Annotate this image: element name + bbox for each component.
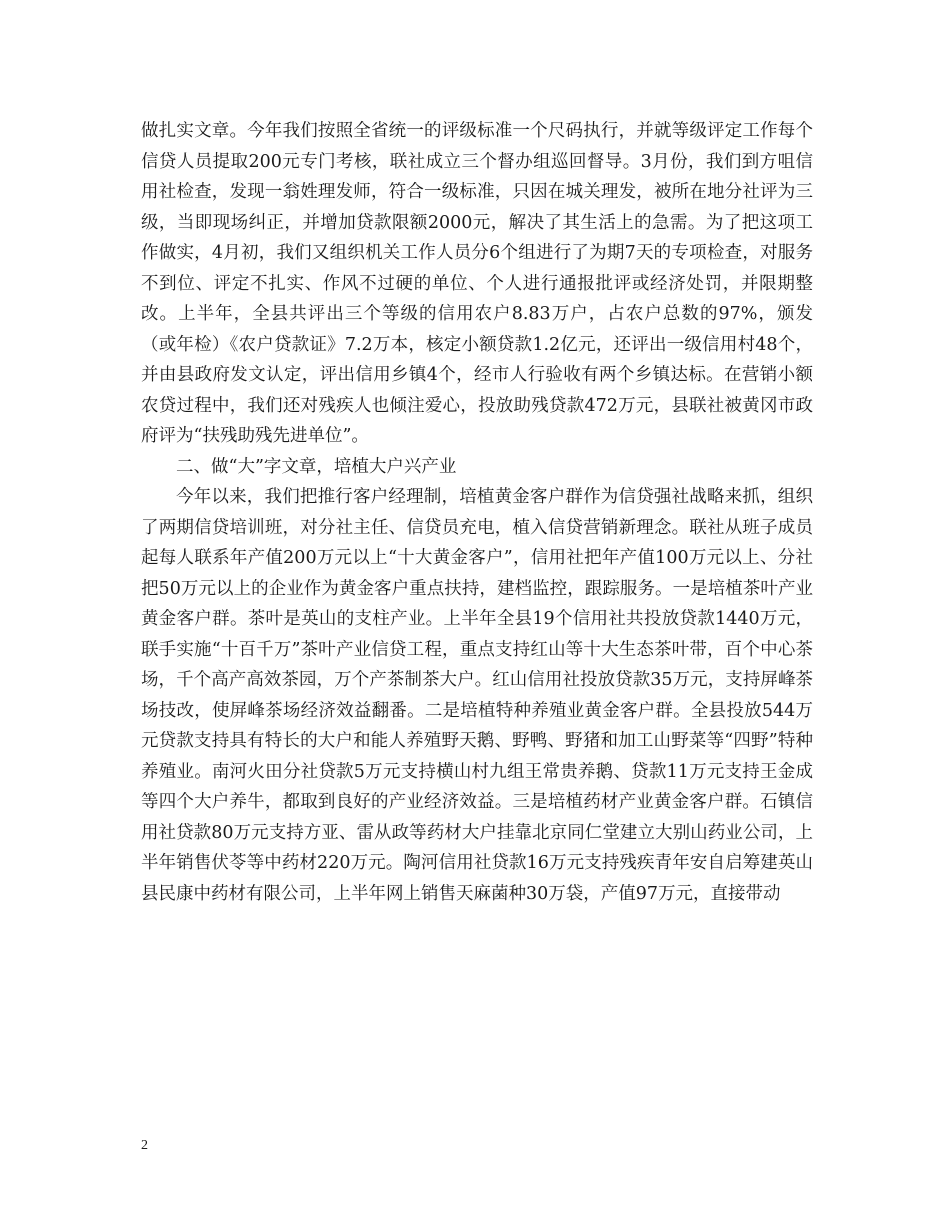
- document-body: [141, 116, 813, 909]
- page-number: 2: [141, 1138, 148, 1153]
- body-paragraph-1: 做扎实文章。今年我们按照全省统一的评级标准一个尺码执行，并就等级评定工作每个信贷人员提取200元专门考核，联社成立三个督办组巡回督导。3月份，我们到方咀信用社检查，发现一翁姓理发师，符合一级标准，只因在城关理发，被所在地分社评为三级，当即现场纠正，并增加贷款限额2000元，解决了其生活上的急需。为了把这项工作做实，4月初，我们又组织机关工作人员分6个组进行了为期7天的专项检查，对服务不到位、评定不扎实、作风不过硬的单位、个人进行通报批评或经济处罚，并限期整改。上半年，全县共评出三个等级的信用农户8.83万户，占农户总数的97%，颁发（或年检）《农户贷款证》7.2万本，核定小额贷款1.2亿元，还评出一级信用村48个，并由县政府发文认定，评出信用乡镇4个，经市人行验收有两个乡镇达标。在营销小额农贷过程中，我们还对残疾人也倾注爱心，投放助残贷款472万元，县联社被黄冈市政府评为“扶残助残先进单位”。: [141, 121, 813, 446]
- body-paragraph-2: 今年以来，我们把推行客户经理制，培植黄金客户群作为信贷强社战略来抓，组织了两期信贷培训班，对分社主任、信贷员充电，植入信贷营销新理念。联社从班子成员起每人联系年产值200万元以上“十大黄金客户”，信用社把年产值100万元以上、分社把50万元以上的企业作为黄金客户重点扶持，建档监控，跟踪服务。一是培植茶叶产业黄金客户群。茶叶是英山的支柱产业。上半年全县19个信用社共投放贷款1440万元，联手实施“十百千万”茶叶产业信贷工程，重点支持红山等十大生态茶叶带，百个中心茶场，千个高产高效茶园，万个产茶制茶大户。红山信用社投放贷款35万元，支持屏峰茶场技改，使屏峰茶场经济效益翻番。二是培植特种养殖业黄金客户群。全县投放544万元贷款支持具有特长的大户和能人养殖野天鹅、野鸭、野猪和加工山野菜等“四野”特种养殖业。南河火田分社贷款5万元支持横山村九组王常贵养鹅、贷款11万元支持王金成等四个大户养牛，都取到良好的产业经济效益。三是培植药材产业黄金客户群。石镇信用社贷款80万元支持方亚、雷从政等药材大户挂靠北京同仁堂建立大别山药业公司，上半年销售伏苓等中药材220万元。陶河信用社贷款16万元支持残疾青年安自启筹建英山县民康中药材有限公司，上半年网上销售天麻菌种30万袋，产值97万元，直接带动: [141, 487, 813, 904]
- section-heading-2: 二、做“大”字文章，培植大户兴产业: [176, 456, 457, 477]
